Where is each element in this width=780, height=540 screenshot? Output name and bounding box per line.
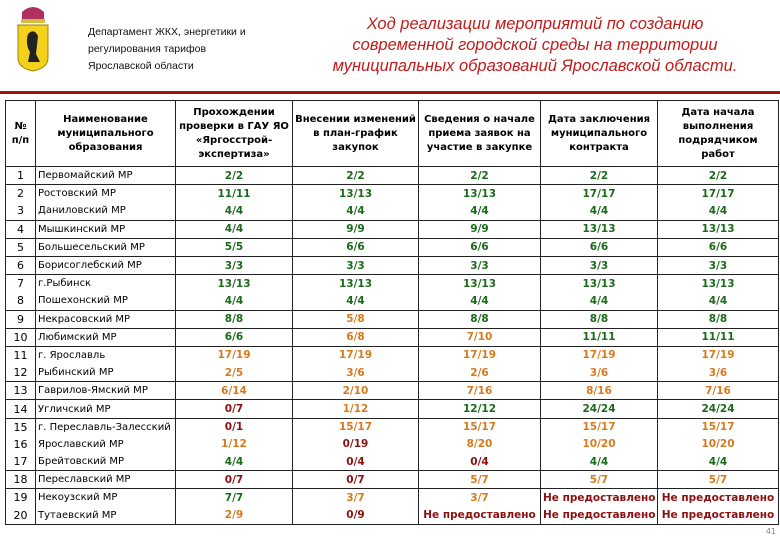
status-value: 4/4 bbox=[419, 292, 541, 310]
status-value: 3/3 bbox=[176, 256, 293, 274]
status-value: 5/8 bbox=[293, 310, 419, 328]
municipality-name: Ростовский МР bbox=[36, 185, 176, 203]
status-value: 0/9 bbox=[293, 507, 419, 525]
status-value: 13/13 bbox=[293, 275, 419, 293]
table-row bbox=[6, 310, 779, 328]
municipality-name: Переславский МР bbox=[36, 471, 176, 489]
municipality-name: Угличский МР bbox=[36, 400, 176, 418]
status-value: 3/6 bbox=[658, 364, 779, 382]
municipality-name: Гаврилов-Ямский МР bbox=[36, 382, 176, 400]
municipality-name: Даниловский МР bbox=[36, 202, 176, 220]
status-value: 17/19 bbox=[176, 346, 293, 364]
municipality-name: Брейтовский МР bbox=[36, 453, 176, 471]
column-header: Прохождении проверки в ГАУ ЯО «Яргосстрой-экспертиза» bbox=[176, 101, 293, 167]
municipality-name: Любимский МР bbox=[36, 328, 176, 346]
table-row bbox=[6, 202, 779, 220]
page-title bbox=[285, 14, 780, 77]
table-row bbox=[6, 220, 779, 238]
status-value: 3/7 bbox=[419, 489, 541, 507]
table-row bbox=[6, 489, 779, 507]
table-row bbox=[6, 256, 779, 274]
status-value: Не предоставлено bbox=[658, 489, 779, 507]
status-value: 5/5 bbox=[176, 238, 293, 256]
title-line: Ход реализации мероприятий по созданию bbox=[366, 15, 704, 33]
municipality-name: Мышкинский МР bbox=[36, 220, 176, 238]
status-value: 5/7 bbox=[419, 471, 541, 489]
status-value: 0/7 bbox=[176, 471, 293, 489]
status-value: 17/19 bbox=[541, 346, 658, 364]
status-value: 4/4 bbox=[176, 220, 293, 238]
status-value: 10/20 bbox=[658, 436, 779, 453]
status-value: 15/17 bbox=[541, 418, 658, 436]
status-value: 6/6 bbox=[658, 238, 779, 256]
status-value: 3/6 bbox=[541, 364, 658, 382]
status-value: 12/12 bbox=[419, 400, 541, 418]
status-value: 4/4 bbox=[176, 453, 293, 471]
divider bbox=[0, 91, 780, 94]
coat-of-arms-logo bbox=[14, 6, 52, 72]
dept-line: Департамент ЖКХ, энергетики и bbox=[88, 26, 246, 38]
row-number: 2 bbox=[6, 185, 36, 203]
table-row bbox=[6, 328, 779, 346]
status-value: 11/11 bbox=[541, 328, 658, 346]
status-value: 13/13 bbox=[419, 275, 541, 293]
status-value: 2/6 bbox=[419, 364, 541, 382]
status-value: 7/7 bbox=[176, 489, 293, 507]
column-header: Дата заключения муниципального контракта bbox=[541, 101, 658, 167]
status-value: 2/5 bbox=[176, 364, 293, 382]
row-number: 18 bbox=[6, 471, 36, 489]
status-value: 9/9 bbox=[419, 220, 541, 238]
status-value: 3/3 bbox=[541, 256, 658, 274]
status-value: 2/10 bbox=[293, 382, 419, 400]
status-value: 2/2 bbox=[658, 167, 779, 185]
municipality-name: Некрасовский МР bbox=[36, 310, 176, 328]
status-value: 17/19 bbox=[658, 346, 779, 364]
progress-table bbox=[5, 100, 779, 525]
status-value: 4/4 bbox=[541, 202, 658, 220]
table-row bbox=[6, 238, 779, 256]
status-value: 4/4 bbox=[176, 292, 293, 310]
row-number: 5 bbox=[6, 238, 36, 256]
status-value: 13/13 bbox=[658, 220, 779, 238]
municipality-name: г. Ярославль bbox=[36, 346, 176, 364]
column-header: Внесении изменений в план-график закупок bbox=[293, 101, 419, 167]
status-value: 17/19 bbox=[293, 346, 419, 364]
status-value: 2/2 bbox=[176, 167, 293, 185]
dept-line: регулирования тарифов bbox=[88, 43, 207, 55]
status-value: 4/4 bbox=[541, 292, 658, 310]
status-value: 8/8 bbox=[176, 310, 293, 328]
row-number: 16 bbox=[6, 436, 36, 453]
status-value: 24/24 bbox=[541, 400, 658, 418]
status-value: 13/13 bbox=[176, 275, 293, 293]
status-value: 17/19 bbox=[419, 346, 541, 364]
row-number: 19 bbox=[6, 489, 36, 507]
status-value: 6/6 bbox=[176, 328, 293, 346]
status-value: 7/16 bbox=[658, 382, 779, 400]
status-value: 10/20 bbox=[541, 436, 658, 453]
municipality-name: Первомайский МР bbox=[36, 167, 176, 185]
dept-line: Ярославской области bbox=[88, 60, 194, 72]
status-value: 13/13 bbox=[541, 275, 658, 293]
status-value: 6/6 bbox=[419, 238, 541, 256]
status-value: Не предоставлено bbox=[541, 489, 658, 507]
column-header: Дата начала выполнения подрядчиком работ bbox=[658, 101, 779, 167]
status-value: 13/13 bbox=[541, 220, 658, 238]
status-value: 8/16 bbox=[541, 382, 658, 400]
status-value: 7/16 bbox=[419, 382, 541, 400]
status-value: 2/9 bbox=[176, 507, 293, 525]
status-value: 4/4 bbox=[419, 202, 541, 220]
column-header: № п/п bbox=[6, 101, 36, 167]
status-value: 3/3 bbox=[293, 256, 419, 274]
row-number: 7 bbox=[6, 275, 36, 293]
municipality-name: г.Рыбинск bbox=[36, 275, 176, 293]
status-value: 11/11 bbox=[176, 185, 293, 203]
municipality-name: Пошехонский МР bbox=[36, 292, 176, 310]
table-row bbox=[6, 364, 779, 382]
status-value: 4/4 bbox=[293, 202, 419, 220]
status-value: 3/3 bbox=[419, 256, 541, 274]
status-value: 6/8 bbox=[293, 328, 419, 346]
municipality-name: Борисоглебский МР bbox=[36, 256, 176, 274]
status-value: 2/2 bbox=[419, 167, 541, 185]
row-number: 15 bbox=[6, 418, 36, 436]
status-value: 15/17 bbox=[419, 418, 541, 436]
status-value: 13/13 bbox=[419, 185, 541, 203]
table-row bbox=[6, 436, 779, 453]
municipality-name: г. Переславль-Залесский bbox=[36, 418, 176, 436]
page-number: 41 bbox=[765, 527, 776, 536]
table-row bbox=[6, 185, 779, 203]
status-value: 15/17 bbox=[658, 418, 779, 436]
row-number: 13 bbox=[6, 382, 36, 400]
table-row bbox=[6, 507, 779, 525]
row-number: 11 bbox=[6, 346, 36, 364]
status-value: 4/4 bbox=[658, 453, 779, 471]
status-value: 3/6 bbox=[293, 364, 419, 382]
status-value: 0/4 bbox=[419, 453, 541, 471]
table-row bbox=[6, 292, 779, 310]
municipality-name: Тутаевский МР bbox=[36, 507, 176, 525]
status-value: 8/8 bbox=[419, 310, 541, 328]
status-value: 9/9 bbox=[293, 220, 419, 238]
status-value: 0/7 bbox=[176, 400, 293, 418]
table-row bbox=[6, 453, 779, 471]
table-row bbox=[6, 471, 779, 489]
status-value: 2/2 bbox=[541, 167, 658, 185]
status-value: 1/12 bbox=[176, 436, 293, 453]
table-row bbox=[6, 346, 779, 364]
status-value: Не предоставлено bbox=[658, 507, 779, 525]
table-row bbox=[6, 382, 779, 400]
municipality-name: Некоузский МР bbox=[36, 489, 176, 507]
table-row bbox=[6, 418, 779, 436]
status-value: 24/24 bbox=[658, 400, 779, 418]
status-value: 4/4 bbox=[176, 202, 293, 220]
status-value: 8/8 bbox=[541, 310, 658, 328]
row-number: 10 bbox=[6, 328, 36, 346]
column-header: Наименование муниципального образования bbox=[36, 101, 176, 167]
status-value: 8/8 bbox=[658, 310, 779, 328]
column-header: Сведения о начале приема заявок на участие в закупке bbox=[419, 101, 541, 167]
status-value: 7/10 bbox=[419, 328, 541, 346]
municipality-name: Рыбинский МР bbox=[36, 364, 176, 382]
row-number: 4 bbox=[6, 220, 36, 238]
status-value: 4/4 bbox=[541, 453, 658, 471]
row-number: 6 bbox=[6, 256, 36, 274]
status-value: 13/13 bbox=[658, 275, 779, 293]
status-value: 13/13 bbox=[293, 185, 419, 203]
title-line: муниципальных образований Ярославской области. bbox=[332, 57, 738, 75]
status-value: 17/17 bbox=[658, 185, 779, 203]
row-number: 8 bbox=[6, 292, 36, 310]
status-value: 2/2 bbox=[293, 167, 419, 185]
status-value: 4/4 bbox=[658, 202, 779, 220]
status-value: 0/1 bbox=[176, 418, 293, 436]
municipality-name: Большесельский МР bbox=[36, 238, 176, 256]
row-number: 20 bbox=[6, 507, 36, 525]
status-value: 4/4 bbox=[293, 292, 419, 310]
status-value: 11/11 bbox=[658, 328, 779, 346]
status-value: 3/7 bbox=[293, 489, 419, 507]
row-number: 1 bbox=[6, 167, 36, 185]
status-value: 6/6 bbox=[293, 238, 419, 256]
status-value: Не предоставлено bbox=[541, 507, 658, 525]
status-value: 3/3 bbox=[658, 256, 779, 274]
table-row bbox=[6, 275, 779, 293]
row-number: 17 bbox=[6, 453, 36, 471]
status-value: 15/17 bbox=[293, 418, 419, 436]
municipality-name: Ярославский МР bbox=[36, 436, 176, 453]
status-value: 1/12 bbox=[293, 400, 419, 418]
status-value: 0/4 bbox=[293, 453, 419, 471]
status-value: 0/19 bbox=[293, 436, 419, 453]
status-value: 5/7 bbox=[541, 471, 658, 489]
row-number: 14 bbox=[6, 400, 36, 418]
row-number: 3 bbox=[6, 202, 36, 220]
status-value: 5/7 bbox=[658, 471, 779, 489]
status-value: 8/20 bbox=[419, 436, 541, 453]
status-value: 6/6 bbox=[541, 238, 658, 256]
row-number: 12 bbox=[6, 364, 36, 382]
table-row bbox=[6, 400, 779, 418]
row-number: 9 bbox=[6, 310, 36, 328]
status-value: 0/7 bbox=[293, 471, 419, 489]
table-row bbox=[6, 167, 779, 185]
status-value: 4/4 bbox=[658, 292, 779, 310]
title-line: современной городской среды на территории bbox=[352, 36, 718, 54]
status-value: Не предоставлено bbox=[419, 507, 541, 525]
status-value: 6/14 bbox=[176, 382, 293, 400]
department-name bbox=[88, 24, 246, 75]
status-value: 17/17 bbox=[541, 185, 658, 203]
